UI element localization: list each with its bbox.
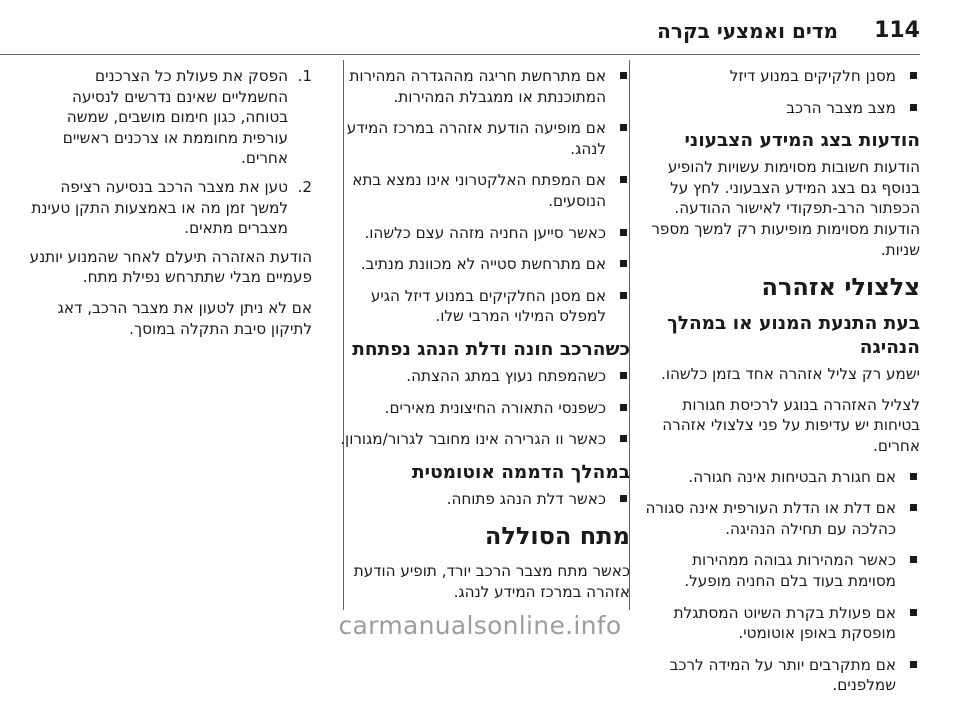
list-item: כשפנסי התאורה החיצונית מאירים.	[334, 398, 630, 419]
list-item: מצב מצבר הרכב	[643, 98, 920, 119]
section-heading: כשהרכב חונה ודלת הנהג נפתחת	[352, 338, 630, 360]
list-item: אם מתרחשת סטייה לא מכוונת מנתיב.	[334, 254, 630, 275]
numbered-step	[28, 177, 312, 239]
column-left	[28, 66, 312, 349]
list-item: אם מופיעה הודעת אזהרה במרכז המידע לנהג.	[334, 118, 630, 159]
paragraph: ישמע רק צליל אזהרה אחד בזמן כלשהו.	[661, 365, 920, 384]
section-heading: במהלך הדממה אוטומטית	[412, 461, 630, 483]
section-heading: הודעות בצג המידע הצבעוני	[684, 130, 920, 152]
section-title: מתח הסוללה	[484, 522, 630, 551]
list-item: כאשר סייען החניה מזהה עצם כלשהו.	[334, 223, 630, 244]
numbered-step	[28, 66, 312, 169]
step-number: 1.	[297, 67, 312, 85]
list-item: כשהמפתח נעוץ במתג ההצתה.	[334, 366, 630, 387]
paragraph: הודעות חשובות מסוימות עשויות להופיע בנוסף גם בצג המידע הצבעוני. לחץ על הכפתור הרב-תפקודי לאישור ההודעה. הודעות מסוימות מופיעות רק למשך מספר שניות.	[651, 158, 920, 259]
paragraph: כאשר מתח מצבר הרכב יורד, תופיע הודעת אזהרה במרכז המידע לנהג.	[353, 562, 630, 601]
list-item: אם מתקרבים יותר על המידה לרכב שמלפנים.	[643, 655, 920, 696]
paragraph: הודעת האזהרה תיעלם לאחר שהמנוע יותנע פעמיים מבלי שתתרחש נפילת מתח.	[29, 247, 312, 287]
column-middle	[334, 66, 630, 613]
chapter-title: מדים ואמצעי בקרה	[657, 19, 838, 43]
section-heading: בעת התנעת המנוע או במהלך הנהיגה	[667, 313, 920, 359]
list-item: כאשר המהירות גבוהה ממהירות מסוימת בעוד בלם החניה מופעל.	[643, 550, 920, 591]
list-item: כאשר דלת הנהג פתוחה.	[334, 489, 630, 510]
list-item: אם המפתח האלקטרוני אינו נמצא בתא הנוסעים.	[334, 170, 630, 211]
page-number: 114	[874, 18, 920, 43]
list-item: כאשר וו הגרירה אינו מחובר לגרור/מגורון.	[334, 429, 630, 450]
list-item: אם מתרחשת חריגה מההגדרה המהירות המתוכנתת או ממגבלת המהירות.	[334, 66, 630, 107]
section-title: צלצולי אזהרה	[761, 273, 920, 302]
list-item: מסנן חלקיקים במנוע דיזל	[643, 66, 920, 87]
step-number: 2.	[297, 177, 312, 196]
watermark: carmanualsonline.info	[338, 611, 622, 640]
step-text: טען את מצבר הרכב בנסיעה רציפה למשך זמן מה או באמצעות התקן טעינת מצברים מתאים.	[31, 177, 288, 238]
paragraph: לצליל האזהרה בנוגע לרכיסת חגורות בטיחות יש עדיפות על פני צלצולי אזהרה אחרים.	[662, 395, 920, 455]
step-text: הפסק את פעולת כל הצרכנים החשמליים שאינם נדרשים לנסיעה בטוחה, כגון חימום מושבים, שמשה עורפית מחוממת או צרכנים ראשיים אחרים.	[62, 67, 288, 168]
list-item: אם פעולת בקרת השיוט המסתגלת מופסקת באופן אוטומטי.	[643, 603, 920, 644]
list-item: אם דלת או הדלת העורפית אינה סגורה כהלכה עם תחילה הנהיגה.	[643, 498, 920, 539]
page-header	[657, 18, 920, 48]
paragraph: אם לא ניתן לטעון את מצבר הרכב, דאג לתיקון סיבת התקלה במוסך.	[57, 298, 312, 338]
header-divider	[0, 54, 920, 55]
list-item: אם מסנן החלקיקים במנוע דיזל הגיע למפלס המילוי המרבי שלו.	[334, 286, 630, 327]
list-item: אם חגורת הבטיחות אינה חגורה.	[643, 467, 920, 488]
